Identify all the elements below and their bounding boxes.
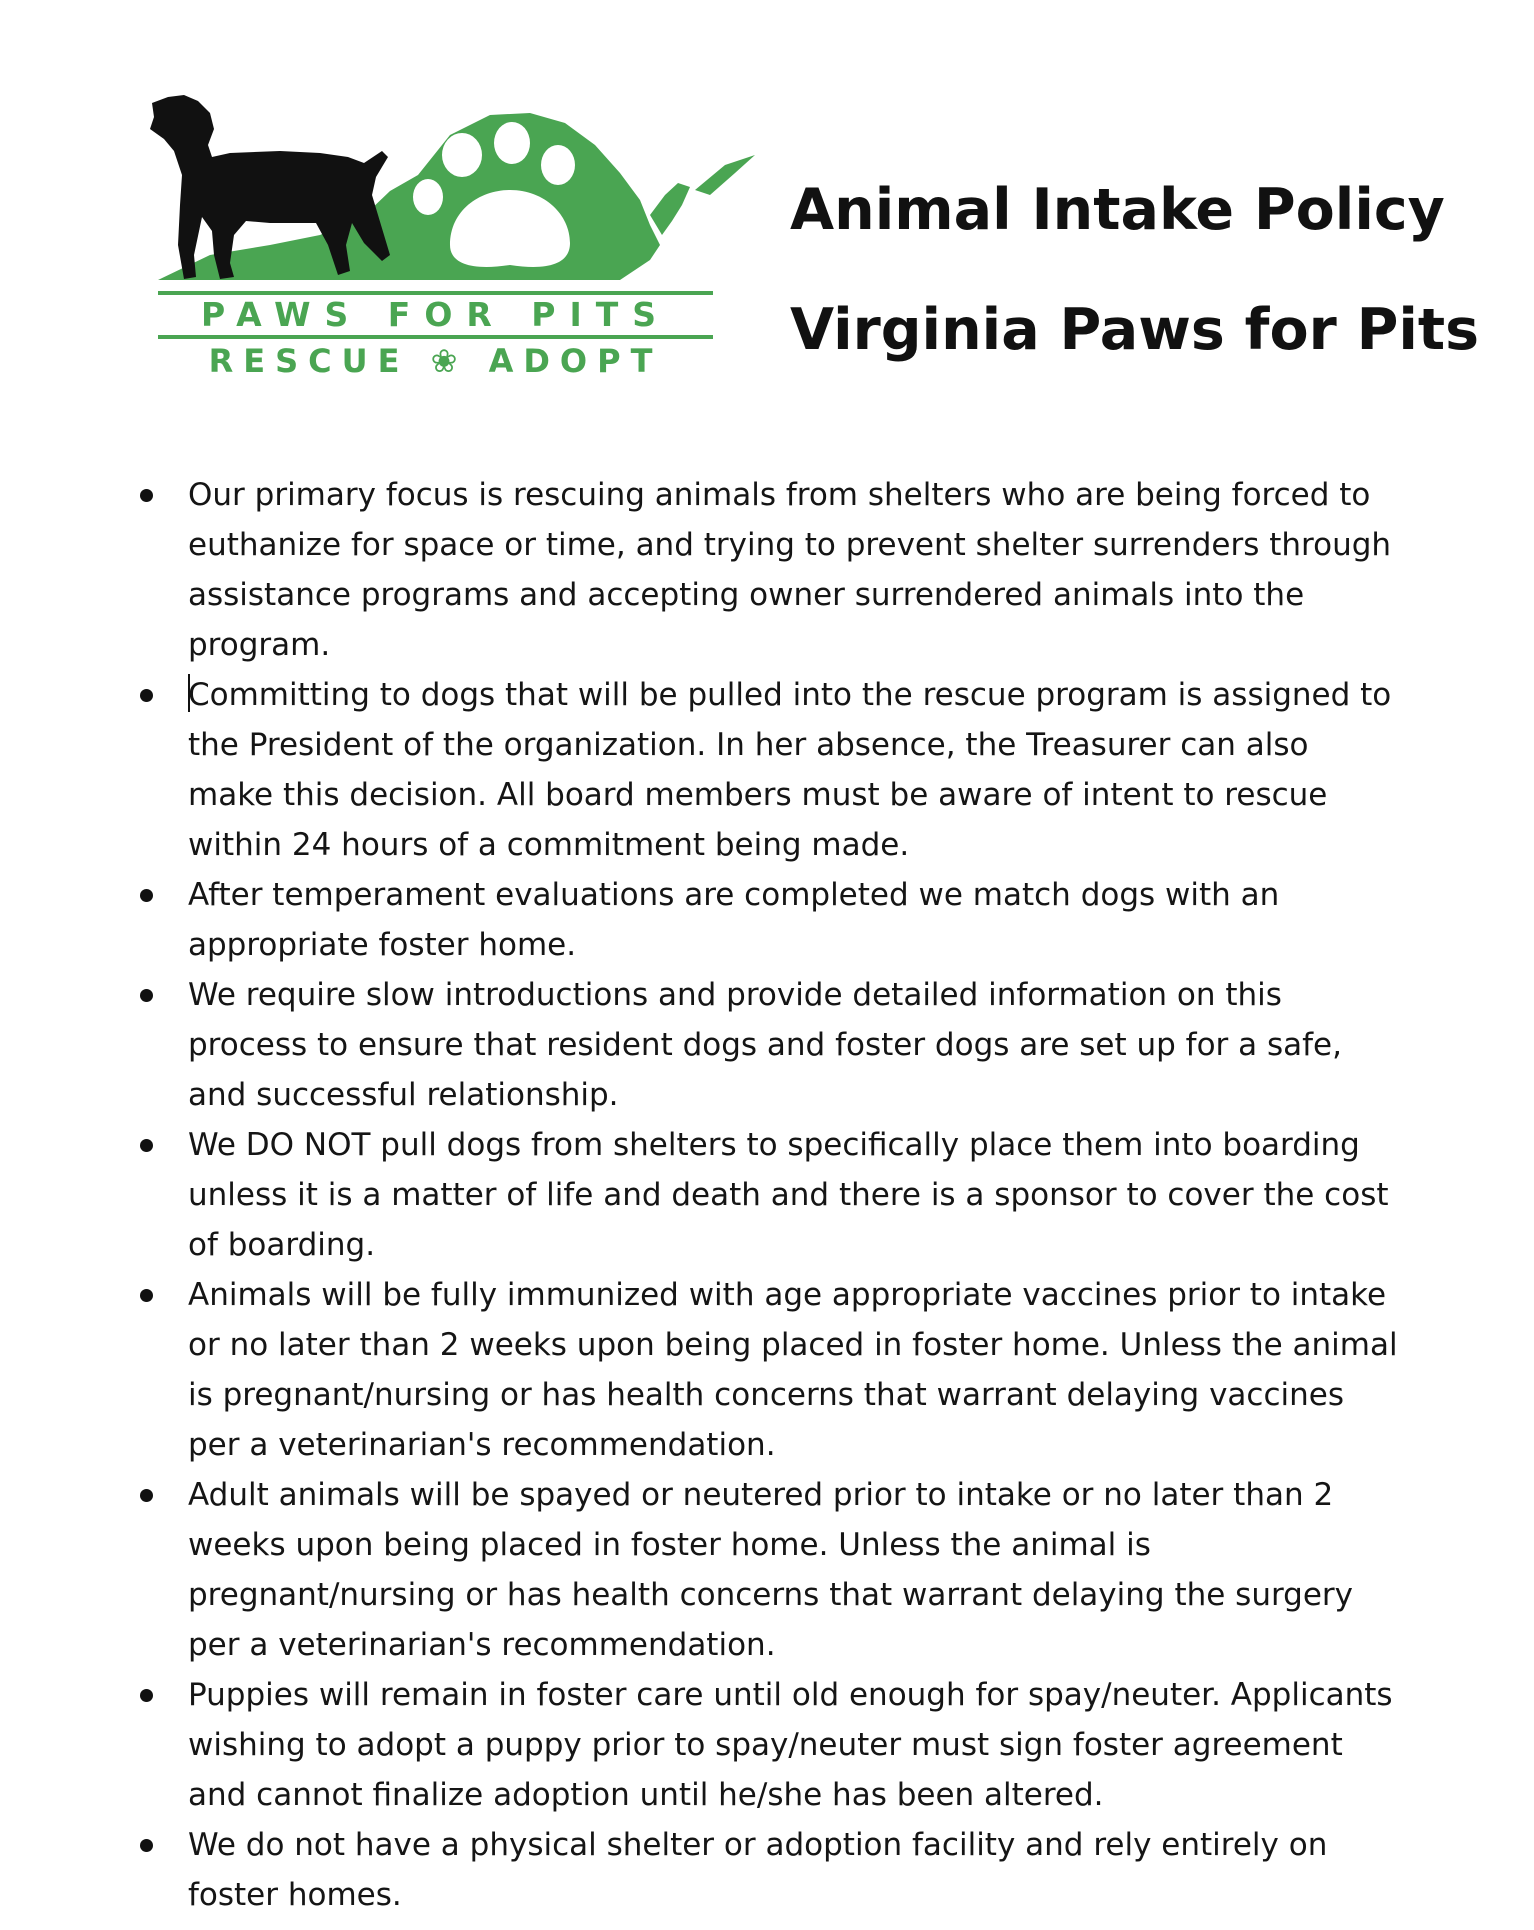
bullet-icon [140, 889, 153, 902]
list-item-text: Animals will be fully immunized with age appropriate vaccines prior to intake or no later than 2 weeks upon being placed in foster home. Unless the animal is pregnant/nursing or has health concerns that warrant delaying vaccines per a veterinarian's recommendation. [188, 1277, 1398, 1463]
policy-list [0, 470, 1534, 1920]
logo-rule-middle [158, 335, 713, 339]
list-item [0, 1470, 1398, 1670]
bullet-icon [140, 689, 153, 702]
document-title: Animal Intake Policy [790, 177, 1445, 243]
logo-text-line1: PAWS FOR PITS [200, 295, 671, 334]
list-item-text: After temperament evaluations are completed we match dogs with an appropriate foster home. [188, 877, 1280, 963]
list-item [0, 470, 1398, 670]
bullet-icon [140, 989, 153, 1002]
list-item-text[interactable]: Committing to dogs that will be pulled into the rescue program is assigned to the President of the organization. In her absence, the Treasurer can also make this decision. All board members must be aware of intent to rescue within 24 hours of a commitment being made. [188, 677, 1392, 863]
list-item-text: Our primary focus is rescuing animals from shelters who are being forced to euthanize for space or time, and trying to prevent shelter surrenders through assistance programs and accepting owner surrendered animals into the program. [188, 477, 1392, 663]
list-item [0, 1120, 1398, 1270]
logo-text-line2: RESCUE ❀ ADOPT [208, 342, 663, 380]
list-item-text: We DO NOT pull dogs from shelters to specifically place them into boarding unless it is a matter of life and death and there is a sponsor to cover the cost of boarding. [188, 1127, 1389, 1263]
list-item-text: We require slow introductions and provide detailed information on this process to ensure that resident dogs and foster dogs are set up for a safe, and successful relationship. [188, 977, 1342, 1113]
list-item [0, 970, 1398, 1120]
list-item-text: Puppies will remain in foster care until old enough for spay/neuter. Applicants wishing to adopt a puppy prior to spay/neuter must sign foster agreement and cannot finalize adoption until he/she has been altered. [188, 1677, 1393, 1813]
list-item [0, 1820, 1398, 1920]
paws-for-pits-logo [150, 95, 770, 385]
list-item-text: Adult animals will be spayed or neutered prior to intake or no later than 2 weeks upon being placed in foster home. Unless the animal is pregnant/nursing or has health concerns that warrant delaying the surgery per a veterinarian's recommendation. [188, 1477, 1354, 1663]
list-item [0, 670, 1398, 870]
bullet-icon [140, 1139, 153, 1152]
list-item-text: We do not have a physical shelter or adoption facility and rely entirely on foster homes. [188, 1827, 1328, 1913]
logo-graphic [150, 95, 770, 295]
bullet-icon [140, 1689, 153, 1702]
bullet-icon [140, 489, 153, 502]
list-item [0, 870, 1398, 970]
list-item [0, 1270, 1398, 1470]
document-subtitle: Virginia Paws for Pits [790, 297, 1480, 363]
list-item [0, 1670, 1398, 1820]
bullet-icon [140, 1489, 153, 1502]
bullet-icon [140, 1839, 153, 1852]
bullet-icon [140, 1289, 153, 1302]
